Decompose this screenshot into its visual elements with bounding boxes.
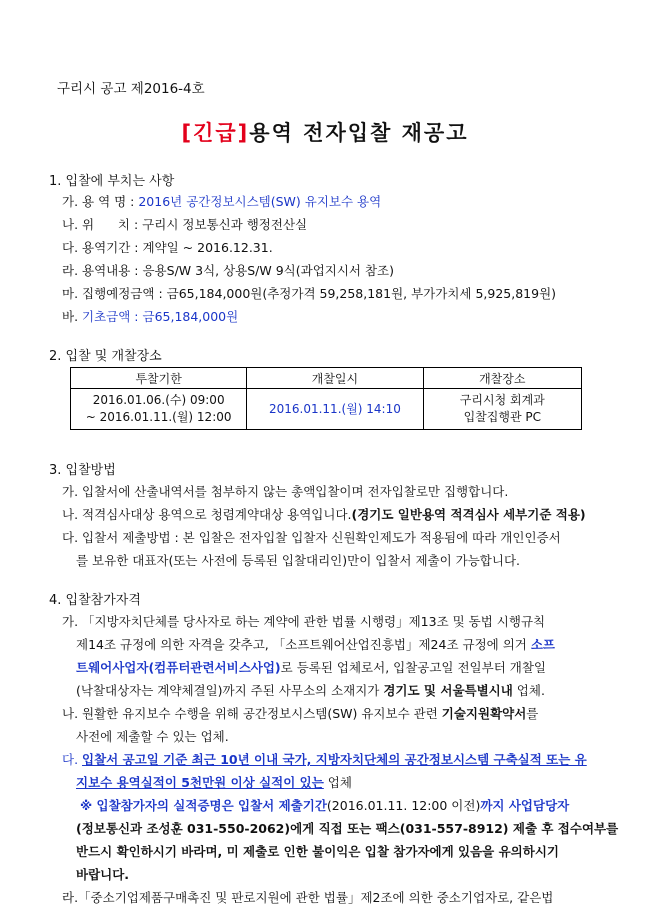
opening-place-line2: 입찰집행관 PC	[463, 410, 541, 424]
item-label: 바.	[62, 309, 83, 324]
qual-da-line1	[62, 750, 587, 768]
item-base-amount	[62, 307, 238, 325]
qual-ga-line4	[76, 681, 545, 699]
bid-period-end: ~ 2016.01.11.(월) 12:00	[85, 410, 232, 424]
item-service-name	[62, 192, 381, 210]
note-highlight: ※ 입찰참가자의 실적증명은 입찰서 제출기간	[80, 798, 327, 813]
item-value: 구리시 정보통신과 행정전산실	[142, 217, 308, 232]
qual-text: 로 등록된 업체로서, 입찰공고일 전일부터 개찰일	[280, 660, 546, 675]
qual-text: 업체.	[512, 683, 545, 698]
item-value: 응용S/W 3식, 상용S/W 9식(과업지시서 참조)	[142, 263, 394, 278]
item-label: 마. 집행예정금액 :	[62, 286, 167, 301]
method-na-bold: (경기도 일반용역 적격심사 세부기준 적용)	[351, 507, 586, 522]
qual-ga-line1: 가. 「지방자치단체를 당사자로 하는 계약에 관한 법률 시행령」제13조 및 동법 시행규칙	[62, 614, 546, 629]
urgent-tag: [긴급]	[181, 121, 250, 145]
table-header-row	[71, 368, 582, 389]
qual-highlight: 트웨어사업자(컴퓨터관련서비스사업)	[76, 660, 281, 675]
method-da-line2: 를 보유한 대표자(또는 사전에 등록된 입찰대리인)만이 입찰서 제출이 가능합니다.	[76, 553, 520, 568]
section2-heading: 2. 입찰 및 개찰장소	[49, 349, 162, 364]
item-label: 가. 용 역 명 :	[62, 194, 139, 209]
note-line1	[80, 796, 569, 814]
qual-text: 다.	[62, 752, 83, 767]
section4-heading: 4. 입찰참가자격	[49, 593, 141, 608]
qual-highlight: 입찰서 공고일 기준 최근 10년 이내 국가, 지방자치단체의 공간정보시스템 구축실적 또는 유	[82, 752, 587, 767]
title-main: 용역 전자입찰 재공고	[249, 121, 469, 145]
qual-na-line1	[62, 704, 538, 722]
qual-ga-line3	[76, 658, 546, 676]
method-na-text: 나. 적격심사대상 용역으로 청렴계약대상 용역입니다.	[62, 507, 352, 522]
note-line2: (정보통신과 조성훈 031-550-2062)에게 직접 또는 팩스(031-557-8912) 제출 후 접수여부를	[76, 821, 619, 836]
item-value: 금65,184,000원(추정가격 59,258,181원, 부가가치세 5,925,819원)	[166, 286, 557, 301]
note-line3: 반드시 확인하시기 바라며, 미 제출로 인한 불이익은 입찰 참가자에게 있음을 유의하시기	[76, 844, 559, 859]
method-na	[62, 505, 586, 523]
qual-ra-line1: 라.「중소기업제품구매촉진 및 판로지원에 관한 법률」제2조에 의한 중소기업자로, 같은법	[62, 890, 554, 905]
item-value: 계약일 ~ 2016.12.31.	[142, 240, 273, 255]
header-opening-datetime: 개찰일시	[247, 368, 423, 389]
opening-place-line1: 구리시청 회계과	[459, 393, 545, 407]
qual-highlight: 소프	[530, 637, 555, 652]
qual-na-line2: 사전에 제출할 수 있는 업체.	[76, 729, 229, 744]
item-period	[62, 238, 273, 256]
cell-opening-place	[423, 389, 581, 430]
cell-bid-period	[71, 389, 247, 430]
cell-opening-datetime: 2016.01.11.(월) 14:10	[247, 389, 423, 430]
item-value: 기초금액 : 금65,184,000원	[82, 309, 239, 324]
qual-bold: 경기도 및 서울특별시내	[383, 683, 513, 698]
item-label: 나. 위 치 :	[62, 217, 143, 232]
table-row	[71, 389, 582, 430]
note-line4: 바랍니다.	[76, 867, 130, 882]
section1-heading: 1. 입찰에 부치는 사항	[49, 174, 175, 189]
note-text: (2016.01.11. 12:00 이전)	[326, 798, 481, 813]
item-budget	[62, 284, 556, 302]
section3-heading: 3. 입찰방법	[49, 463, 116, 478]
qual-text: 를	[526, 706, 539, 721]
qual-highlight: 지보수 용역실적이 5천만원 이상 실적이 있는	[76, 775, 324, 790]
method-da-line1: 다. 입찰서 제출방법 : 본 입찰은 전자입찰 입찰자 신원확인제도가 적용됨에 따라 개인인증서	[62, 530, 561, 545]
qual-text: 업체	[323, 775, 352, 790]
item-label: 다. 용역기간 :	[62, 240, 143, 255]
item-location	[62, 215, 307, 233]
method-ga: 가. 입찰서에 산출내역서를 첨부하지 않는 총액입찰이며 전자입찰로만 집행합니다.	[62, 484, 509, 499]
item-value: 2016년 공간정보시스템(SW) 유지보수 용역	[138, 194, 382, 209]
header-opening-place: 개찰장소	[423, 368, 581, 389]
note-highlight: 까지 사업담당자	[480, 798, 570, 813]
notice-number: 구리시 공고 제2016-4호	[57, 81, 205, 97]
qual-text: (낙찰대상자는 계약체결일)까지 주된 사무소의 소재지가	[76, 683, 384, 698]
qual-text: 제14조 규정에 의한 자격을 갖추고, 「소프트웨어산업진흥법」제24조 규정에 의거	[76, 637, 531, 652]
item-content	[62, 261, 394, 279]
qual-da-line2	[76, 773, 352, 791]
bid-period-start: 2016.01.06.(수) 09:00	[92, 393, 225, 407]
qual-text: 나. 원활한 유지보수 수행을 위해 공간정보시스템(SW) 유지보수 관련	[62, 706, 442, 721]
qual-bold: 기술지원확약서	[441, 706, 527, 721]
qual-ga-line2	[76, 635, 555, 653]
header-bid-period: 투찰기한	[71, 368, 247, 389]
item-label: 라. 용역내용 :	[62, 263, 143, 278]
schedule-table	[70, 367, 582, 430]
page-title	[0, 117, 650, 147]
